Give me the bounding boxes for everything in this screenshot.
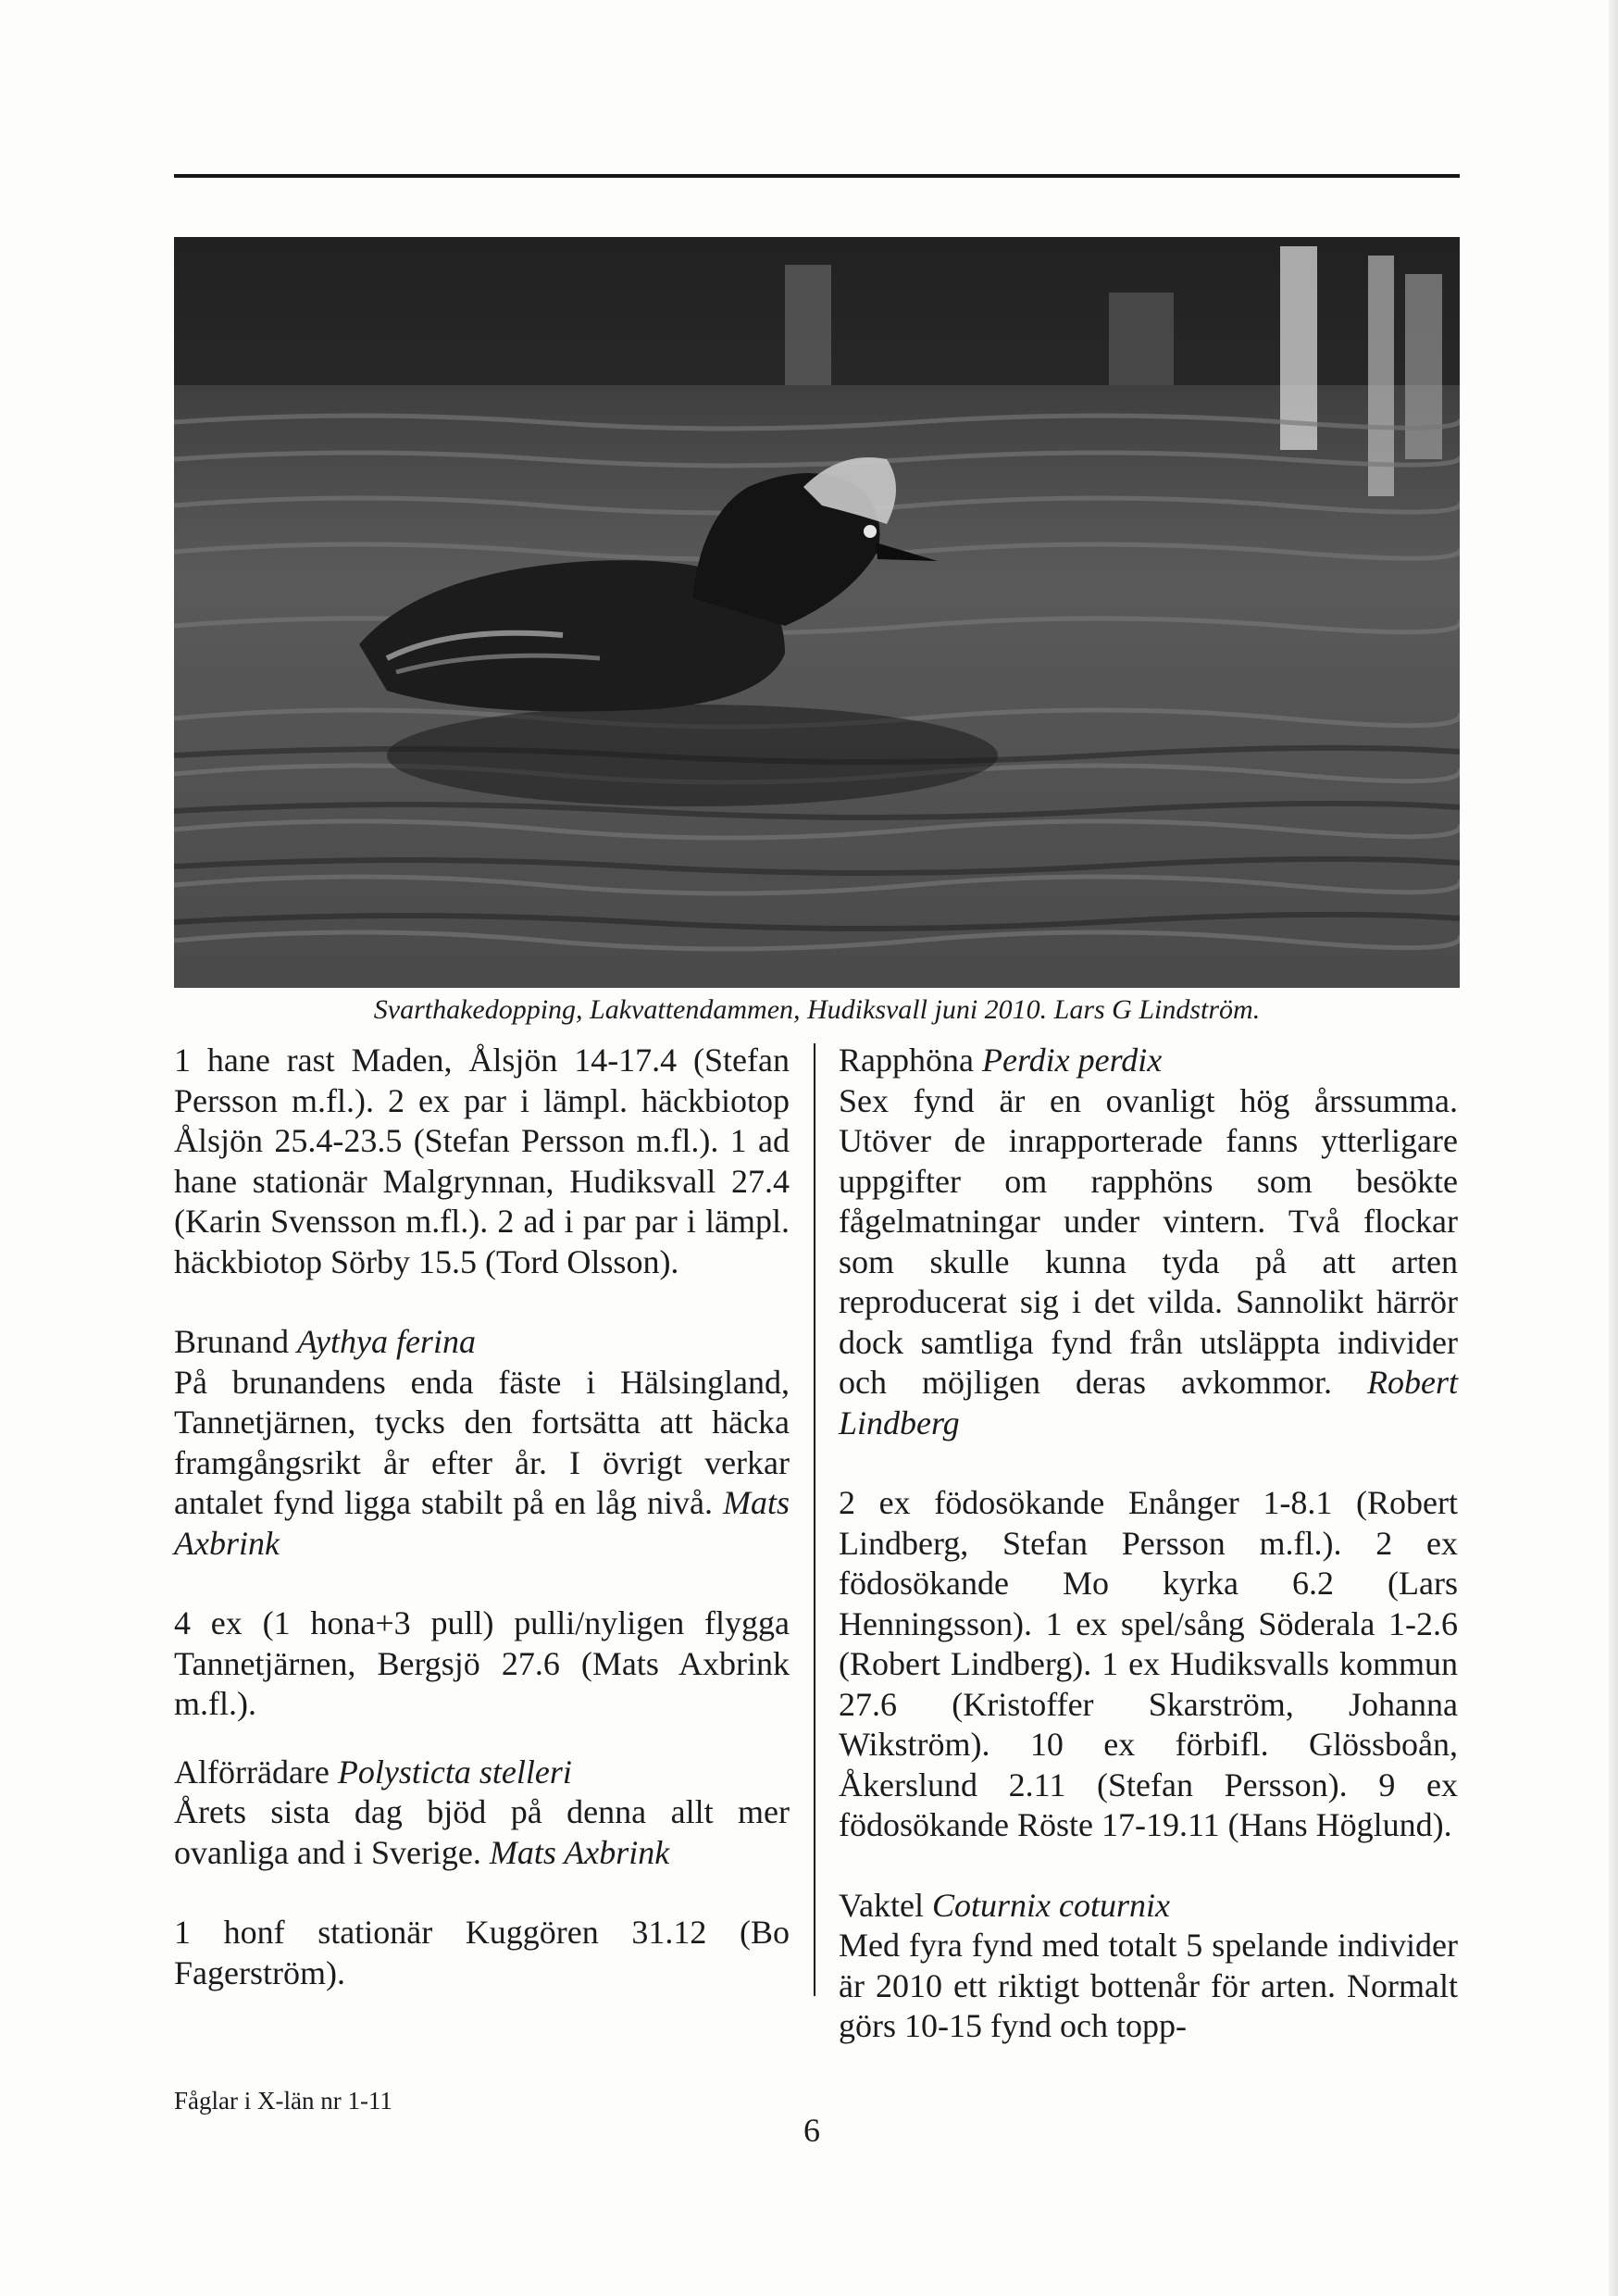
alforradare-comment [174, 1792, 790, 1873]
rapphona-comment [839, 1081, 1458, 1444]
rapphona-record: 2 ex födosökande Enånger 1-8.1 (Robert Lindberg, Stefan Persson m.fl.). 2 ex födosökande Mo kyrka 6.2 (Lars Henningsson). 1 ex spel/sång Söderala 1-2.6 (Robert Lindberg). 1 ex Hudiksvalls kommun 27.6 (Kristoffer Skarström, Johanna Wikström). 10 ex förbifl. Glössboån, Åkerslund 2.11 (Stefan Persson). 9 ex födosökande Röste 17-19.11 (Hans Höglund). [839, 1484, 1458, 1843]
rapphona-scientific: Perdix perdix [981, 1042, 1163, 1079]
grebe-photo-art [174, 237, 1460, 988]
grebe-photo [174, 237, 1460, 988]
rapphona-comment-text: Sex fynd är en ovanligt hög årssumma. Utöver de inrapporterade fanns ytterligare uppgifter om rapphöns som besökte fågelmatningar under vintern. Två flockar som skulle kunna tyda på att arten reproducerat sig i det vilda. Sannolikt härrör dock samtliga fynd från utsläppta individer och möjligen deras avkommor. [839, 1081, 1458, 1401]
vaktel-heading [839, 1886, 1458, 1927]
rapphona-author: Robert Lindberg [839, 1364, 1459, 1441]
alforradare-heading [174, 1753, 790, 1793]
brunand-scientific: Aythya ferina [296, 1323, 476, 1360]
header-rule [174, 174, 1460, 178]
brunand-name: Brunand [174, 1323, 289, 1360]
alforradare-name: Alförrädare [174, 1753, 330, 1791]
alforradare-comment-text: Årets sista dag bjöd på denna allt mer ovanliga and i Sverige. [174, 1793, 790, 1871]
vaktel-name: Vaktel [839, 1886, 924, 1924]
intro-text: 1 hane rast Maden, Ålsjön 14-17.4 (Stefan Persson m.fl.). 2 ex par i lämpl. häckbiotop Ålsjön 25.4-23.5 (Stefan Persson m.fl.). 1 ad hane stationär Malgrynnan, Hudiksvall 27.4 (Karin Svensson m.fl.). 2 ad i par par i lämpl. häckbiotop Sörby 15.5 (Tord Olsson). [174, 1042, 790, 1280]
left-column [174, 1041, 790, 1993]
vaktel-scientific: Coturnix coturnix [931, 1886, 1170, 1924]
page-number: 6 [803, 2112, 820, 2149]
alforradare-scientific: Polysticta stelleri [337, 1753, 572, 1791]
rapphona-heading [839, 1041, 1458, 1081]
scan-edge [1609, 0, 1618, 2296]
rapphona-name: Rapphöna [839, 1042, 974, 1079]
photo-caption: Svarthakedopping, Lakvattendammen, Hudiksvall juni 2010. Lars G Lindström. [373, 994, 1261, 1025]
vaktel-comment: Med fyra fynd med totalt 5 spelande individer är 2010 ett riktigt bottenår för arten. Normalt görs 10-15 fynd och topp- [839, 1927, 1458, 2044]
brunand-heading [174, 1322, 790, 1363]
right-column [839, 1041, 1458, 2047]
brunand-author: Mats Axbrink [174, 1484, 790, 1562]
brunand-record: 4 ex (1 hona+3 pull) pulli/nyligen flygga Tannetjärnen, Bergsjö 27.6 (Mats Axbrink m.fl.). [174, 1604, 790, 1722]
column-divider [814, 1043, 815, 1996]
brunand-comment-text: På brunandens enda fäste i Hälsingland, Tannetjärnen, tycks den fortsätta att häcka framgångsrikt år efter år. I övrigt verkar antalet fynd ligga stabilt på en låg nivå. [174, 1363, 790, 1521]
alforradare-record: 1 honf stationär Kuggören 31.12 (Bo Fagerström). [174, 1914, 790, 1991]
alforradare-author: Mats Axbrink [489, 1833, 670, 1871]
brunand-comment [174, 1363, 790, 1565]
footer-publication: Fåglar i X-län nr 1-11 [174, 2087, 392, 2115]
